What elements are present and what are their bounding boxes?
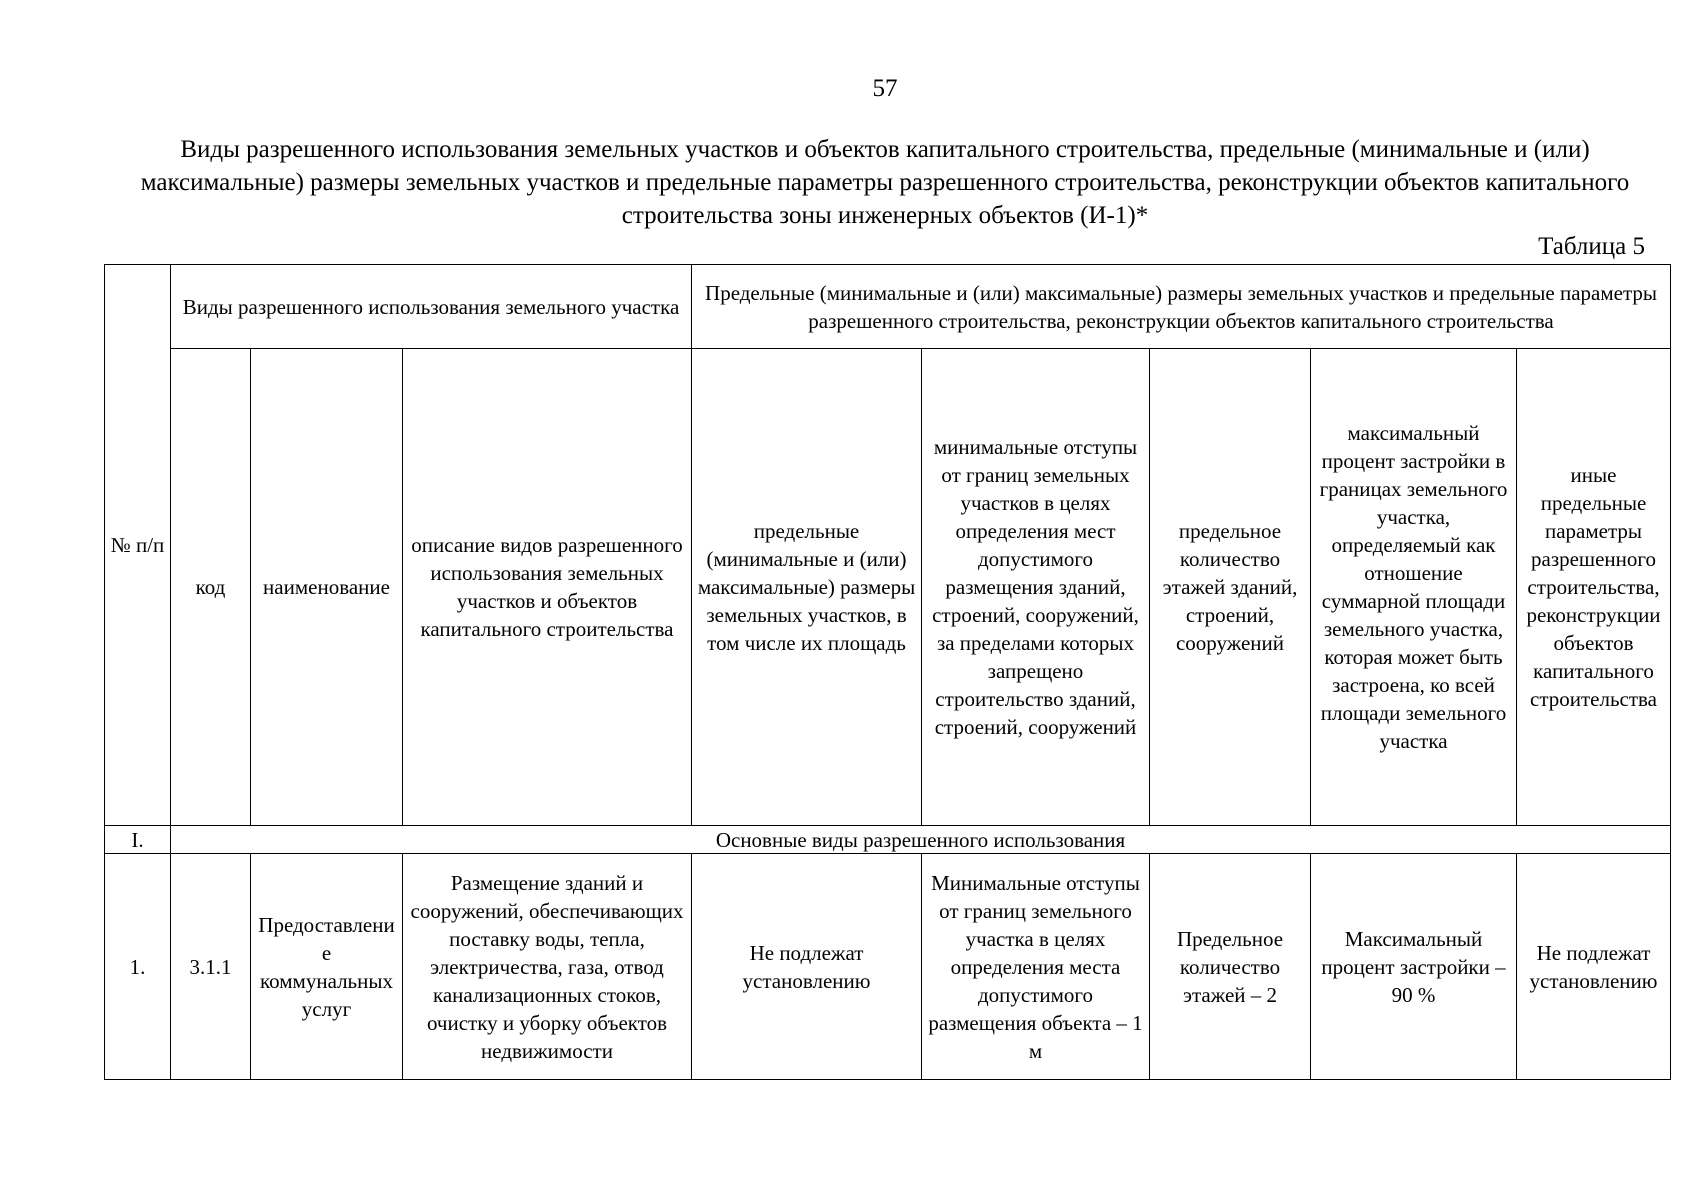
header-group-params: Предельные (минимальные и (или) максимальные) размеры земельных участков и предельные параметры разрешенного строительства, реконструкции объектов капитального строительства (692, 265, 1671, 349)
header-num: № п/п (105, 265, 171, 826)
cell-name: Предоставление коммунальных услуг (251, 854, 403, 1080)
header-description: описание видов разрешенного использования земельных участков и объектов капитального строительства (403, 349, 692, 826)
header-code: код (171, 349, 251, 826)
section-title: Основные виды разрешенного использования (171, 826, 1671, 854)
page-number: 57 (872, 75, 898, 102)
header-coverage: максимальный процент застройки в границах земельного участка, определяемый как отношение суммарной площади земельного участка, которая может быть застроена, ко всей площади земельного участка (1311, 349, 1517, 826)
table-group-header-row (105, 265, 1671, 349)
header-plot-size: предельные (минимальные и (или) максимальные) размеры земельных участков, в том числе их площадь (692, 349, 922, 826)
cell-description: Размещение зданий и сооружений, обеспечивающих поставку воды, тепла, электричества, газа, отвод канализационных стоков, очистку и уборку объектов недвижимости (403, 854, 692, 1080)
header-setbacks: минимальные отступы от границ земельных участков в целях определения мест допустимого размещения зданий, строений, сооружений, за пределами которых запрещено строительство зданий, строений, сооружений (922, 349, 1150, 826)
header-group-uses: Виды разрешенного использования земельного участка (171, 265, 692, 349)
header-name: наименование (251, 349, 403, 826)
zoning-table (104, 264, 1671, 1080)
cell-floors: Предельное количество этажей – 2 (1150, 854, 1311, 1080)
document-title: Виды разрешенного использования земельных участков и объектов капитального строительства, предельные (минимальные и (или) максимальные) размеры земельных участков и предельные параметры разрешенного строительства, реконструкции объектов капитального строительства зоны инженерных объектов (И-1)* (140, 136, 1630, 229)
header-other: иные предельные параметры разрешенного строительства, реконструкции объектов капитального строительства (1517, 349, 1671, 826)
cell-plot-size: Не подлежат установлению (692, 854, 922, 1080)
table-row (105, 854, 1671, 1080)
table-column-header-row (105, 349, 1671, 826)
section-number: I. (105, 826, 171, 854)
cell-other: Не подлежат установлению (1517, 854, 1671, 1080)
cell-coverage: Максимальный процент застройки – 90 % (1311, 854, 1517, 1080)
table-caption: Таблица 5 (1538, 233, 1645, 260)
cell-code: 3.1.1 (171, 854, 251, 1080)
header-floors: предельное количество этажей зданий, строений, сооружений (1150, 349, 1311, 826)
section-row (105, 826, 1671, 854)
cell-setbacks: Минимальные отступы от границ земельного участка в целях определения места допустимого размещения объекта – 1 м (922, 854, 1150, 1080)
cell-num: 1. (105, 854, 171, 1080)
